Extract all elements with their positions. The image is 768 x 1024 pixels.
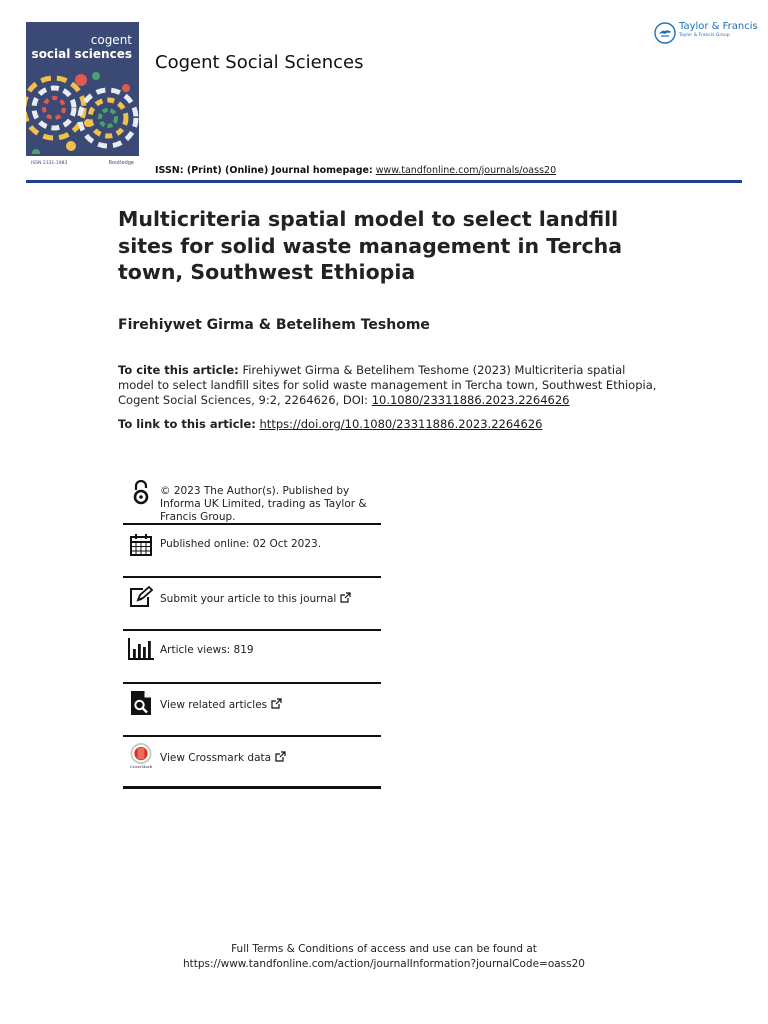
external-link-icon xyxy=(271,698,282,709)
published-online-text: Published online: 02 Oct 2023. xyxy=(160,538,322,550)
related-articles-text: View related articles xyxy=(160,699,268,711)
footer-line1: Full Terms & Conditions of access and use can be found at xyxy=(231,943,537,955)
footer-terms xyxy=(0,942,768,972)
taylor-francis-text xyxy=(679,22,758,40)
taylor-francis-name: Taylor & Francis xyxy=(679,21,758,32)
open-access-text: © 2023 The Author(s). Published by Informa UK Limited, trading as Taylor & Francis Group. xyxy=(160,485,367,523)
article-views-text: Article views: 819 xyxy=(160,644,254,656)
taylor-francis-logo[interactable] xyxy=(654,22,758,44)
journal-homepage-link[interactable]: www.tandfonline.com/journals/oass20 xyxy=(375,165,557,176)
issn-prefix: ISSN: (Print) (Online) Journal homepage: xyxy=(155,165,373,176)
header-divider xyxy=(26,180,742,183)
taylor-francis-lamp-icon xyxy=(654,22,676,44)
open-access-icon xyxy=(128,480,154,506)
cover-issn: ISSN 2331-1983 xyxy=(31,161,68,166)
footer-terms-link[interactable]: https://www.tandfonline.com/action/journalInformation?journalCode=oass20 xyxy=(183,958,585,970)
cite-text: Firehiywet Girma & Betelihem Teshome (2023) Multicriteria spatial model to select landfill sites for solid waste management in Tercha town, Southwest Ethiopia, Cogent Social Sciences, 9:2, 2264626, DOI: xyxy=(118,363,657,407)
cover-artwork xyxy=(26,68,139,160)
info-divider xyxy=(123,523,381,525)
info-divider xyxy=(123,629,381,631)
related-articles-link[interactable] xyxy=(160,698,382,712)
edit-icon xyxy=(128,584,154,610)
bar-chart-icon xyxy=(128,636,154,662)
article-link-block xyxy=(118,417,542,431)
external-link-icon xyxy=(340,592,351,603)
external-link-icon xyxy=(275,751,286,762)
info-divider xyxy=(123,682,381,684)
taylor-francis-group: Taylor & Francis Group xyxy=(679,33,730,38)
cover-footer xyxy=(26,154,139,176)
issn-line xyxy=(155,165,556,176)
calendar-icon xyxy=(128,532,154,558)
journal-cover-image xyxy=(26,22,139,176)
document-search-icon xyxy=(128,690,154,716)
cite-doi-link[interactable]: 10.1080/23311886.2023.2264626 xyxy=(371,393,570,407)
crossmark-caption: CrossMark xyxy=(129,764,153,769)
crossmark-icon xyxy=(128,743,154,769)
cover-publisher: Routledge xyxy=(108,160,134,166)
article-title: Multicriteria spatial model to select landfill sites for solid waste management in Tercha town, Southwest Ethiopia xyxy=(118,207,623,284)
article-authors: Firehiywet Girma & Betelihem Teshome xyxy=(118,317,430,333)
cite-label: To cite this article: xyxy=(118,363,239,377)
info-divider xyxy=(123,735,381,737)
cover-brand-line1: cogent xyxy=(90,33,132,47)
cover-brand xyxy=(32,33,132,61)
journal-title: Cogent Social Sciences xyxy=(155,52,364,73)
submit-article-text: Submit your article to this journal xyxy=(160,593,337,605)
crossmark-text: View Crossmark data xyxy=(160,752,272,764)
cover-brand-line2: social sciences xyxy=(31,47,132,61)
info-divider-bottom xyxy=(123,786,381,789)
citation-block xyxy=(118,363,658,408)
crossmark-link[interactable] xyxy=(160,751,382,765)
article-doi-url-link[interactable]: https://doi.org/10.1080/23311886.2023.2264626 xyxy=(259,417,543,431)
link-label: To link to this article: xyxy=(118,417,256,431)
submit-article-link[interactable] xyxy=(160,592,382,606)
info-divider xyxy=(123,576,381,578)
